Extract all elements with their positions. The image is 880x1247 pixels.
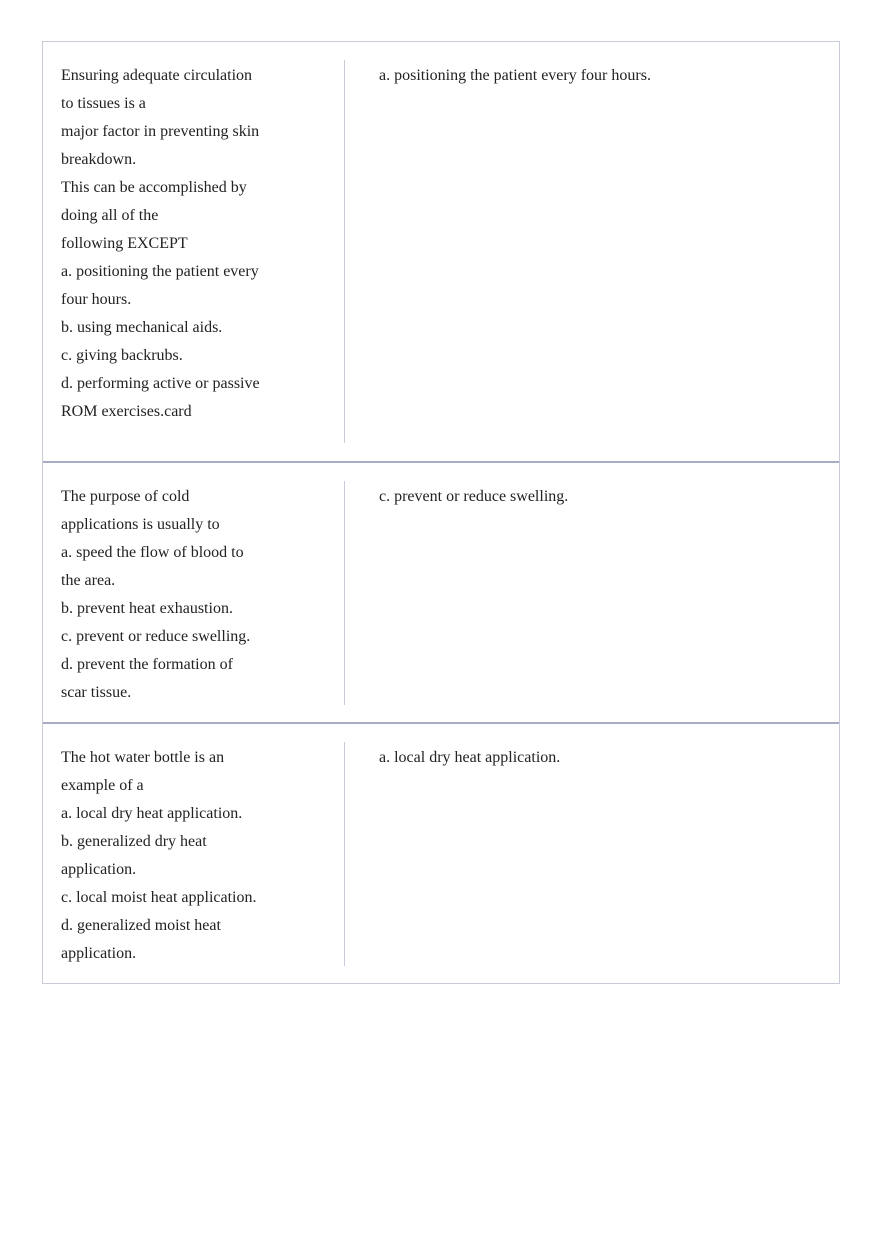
column-divider: [344, 742, 345, 966]
flashcard-list: [42, 41, 840, 984]
column-divider: [344, 481, 345, 705]
question-line: to tissues is a: [61, 95, 146, 112]
option-line: a. positioning the patient every: [61, 263, 259, 280]
flashcard: [43, 724, 839, 983]
question-line: doing all of the: [61, 207, 159, 224]
option-line: c. prevent or reduce swelling.: [61, 628, 251, 645]
card-question: [61, 744, 331, 968]
option-line: c. local moist heat application.: [61, 889, 257, 906]
option-line: application.: [61, 861, 137, 878]
question-line: Ensuring adequate circulation: [61, 67, 253, 84]
card-answer: a. local dry heat application.: [379, 749, 561, 766]
option-line: d. performing active or passive: [61, 375, 260, 392]
flashcard: [43, 42, 839, 463]
question-line: The hot water bottle is an: [61, 749, 225, 766]
card-question: [61, 483, 331, 707]
card-answer: a. positioning the patient every four hours.: [379, 67, 651, 84]
flashcard: [43, 463, 839, 724]
option-line: the area.: [61, 572, 116, 589]
option-line: ROM exercises.card: [61, 403, 192, 420]
option-line: scar tissue.: [61, 684, 132, 701]
option-line: a. local dry heat application.: [61, 805, 243, 822]
card-question: [61, 62, 331, 426]
question-line: applications is usually to: [61, 516, 220, 533]
option-line: c. giving backrubs.: [61, 347, 183, 364]
card-answer: c. prevent or reduce swelling.: [379, 488, 569, 505]
option-line: four hours.: [61, 291, 132, 308]
question-line: breakdown.: [61, 151, 137, 168]
question-line: major factor in preventing skin: [61, 123, 260, 140]
option-line: a. speed the flow of blood to: [61, 544, 244, 561]
option-line: d. generalized moist heat: [61, 917, 221, 934]
option-line: d. prevent the formation of: [61, 656, 233, 673]
question-line: following EXCEPT: [61, 235, 188, 252]
option-line: b. generalized dry heat: [61, 833, 207, 850]
column-divider: [344, 60, 345, 443]
question-line: The purpose of cold: [61, 488, 190, 505]
option-line: application.: [61, 945, 137, 962]
option-line: b. prevent heat exhaustion.: [61, 600, 233, 617]
question-line: This can be accomplished by: [61, 179, 247, 196]
question-line: example of a: [61, 777, 144, 794]
option-line: b. using mechanical aids.: [61, 319, 223, 336]
